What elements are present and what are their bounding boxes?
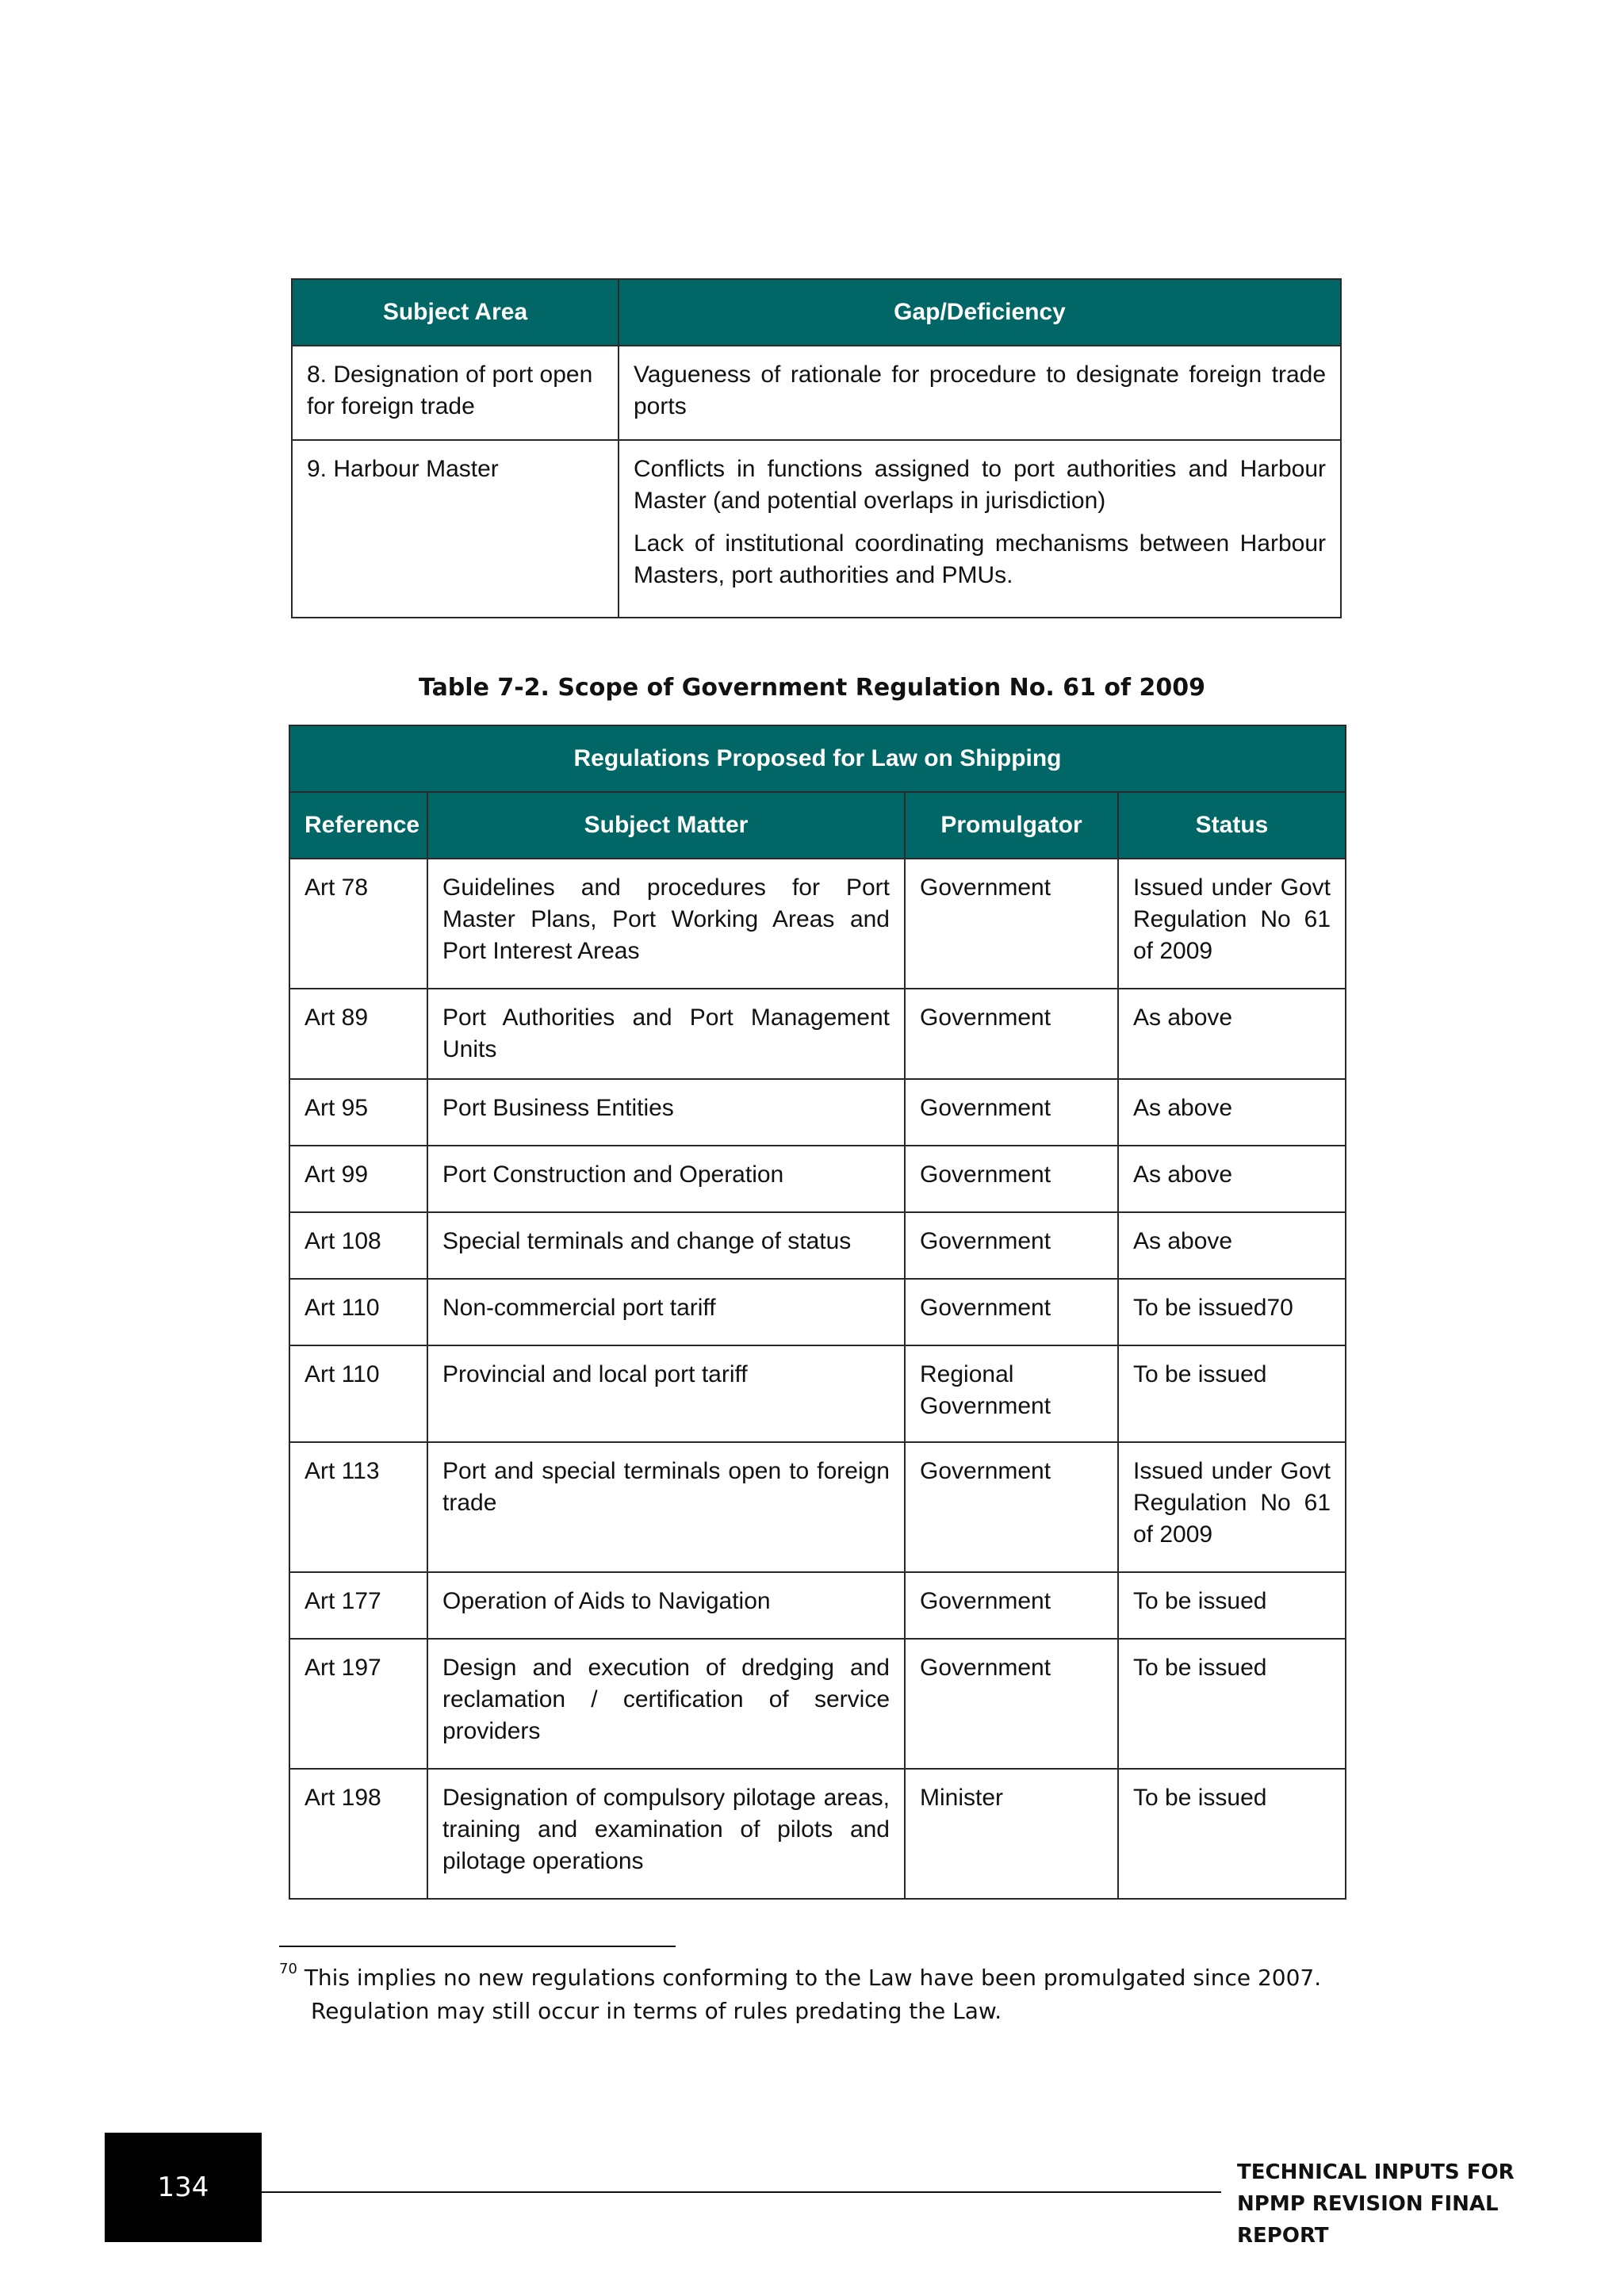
regulations-table-title: Regulations Proposed for Law on Shipping [289, 725, 1346, 792]
footnote-text-line1: This implies no new regulations conforming to the Law have been promulgated since 2007. [304, 1965, 1322, 1991]
status-cell: To be issued [1118, 1572, 1346, 1639]
status-cell: As above [1118, 1146, 1346, 1212]
gap-cell [619, 440, 1341, 618]
status-cell: Issued under Govt Regulation No 61 of 2009 [1118, 1442, 1346, 1572]
subject-matter-cell: Port Business Entities [427, 1079, 905, 1146]
reference-cell: Art 110 [289, 1345, 427, 1442]
gap-deficiency-table [291, 278, 1342, 618]
subject-matter-cell: Non-commercial port tariff [427, 1279, 905, 1345]
column-header-promulgator: Promulgator [905, 792, 1118, 859]
table-row [289, 1442, 1346, 1572]
footer-title-line2: NPMP REVISION FINAL REPORT [1237, 2192, 1499, 2248]
reference-cell: Art 197 [289, 1639, 427, 1769]
status-cell: To be issued70 [1118, 1279, 1346, 1345]
table-row [289, 859, 1346, 989]
subject-matter-cell: Special terminals and change of status [427, 1212, 905, 1279]
subject-area-cell: 9. Harbour Master [292, 440, 619, 618]
promulgator-cell: Government [905, 1146, 1118, 1212]
footer-report-title [1237, 2156, 1586, 2252]
table-row [289, 1212, 1346, 1279]
table-row [289, 989, 1346, 1079]
regulations-table-body [289, 859, 1346, 1899]
reference-cell: Art 113 [289, 1442, 427, 1572]
footnote-number: 70 [279, 1961, 297, 1977]
footnote-text-line2: Regulation may still occur in terms of rules predating the Law. [311, 1998, 1002, 2024]
subject-matter-cell: Port Authorities and Port Management Units [427, 989, 905, 1079]
status-cell: As above [1118, 989, 1346, 1079]
footer-title-line1: TECHNICAL INPUTS FOR [1237, 2160, 1515, 2184]
column-header-subject-matter: Subject Matter [427, 792, 905, 859]
status-cell: To be issued [1118, 1769, 1346, 1899]
table-row [289, 1639, 1346, 1769]
table-caption: Table 7-2. Scope of Government Regulation No. 61 of 2009 [418, 674, 1206, 702]
gap-cell [619, 346, 1341, 440]
promulgator-cell: Minister [905, 1769, 1118, 1899]
promulgator-cell: Government [905, 1212, 1118, 1279]
status-cell: As above [1118, 1212, 1346, 1279]
status-cell: As above [1118, 1079, 1346, 1146]
table-row [289, 1279, 1346, 1345]
reference-cell: Art 89 [289, 989, 427, 1079]
gap-text: Vagueness of rationale for procedure to designate foreign trade ports [634, 362, 1326, 419]
promulgator-cell: Government [905, 1079, 1118, 1146]
subject-matter-cell: Port Construction and Operation [427, 1146, 905, 1212]
gap-text: Conflicts in functions assigned to port authorities and Harbour Master (and potential overlaps in jurisdiction) [634, 456, 1326, 514]
reference-cell: Art 110 [289, 1279, 427, 1345]
reference-cell: Art 198 [289, 1769, 427, 1899]
status-cell: To be issued [1118, 1639, 1346, 1769]
table-row [289, 1079, 1346, 1146]
page-number-box [105, 2133, 262, 2242]
promulgator-cell: Government [905, 1442, 1118, 1572]
subject-matter-cell: Provincial and local port tariff [427, 1345, 905, 1442]
table-row [289, 1572, 1346, 1639]
table-row [292, 440, 1341, 618]
promulgator-cell: Government [905, 1572, 1118, 1639]
footnote [279, 1961, 1358, 2028]
reference-cell: Art 95 [289, 1079, 427, 1146]
reference-cell: Art 99 [289, 1146, 427, 1212]
subject-matter-cell: Operation of Aids to Navigation [427, 1572, 905, 1639]
table-row [289, 1769, 1346, 1899]
reference-cell: Art 78 [289, 859, 427, 989]
page-number: 134 [157, 2172, 209, 2203]
promulgator-cell: Government [905, 989, 1118, 1079]
promulgator-cell: Government [905, 859, 1118, 989]
reference-cell: Art 177 [289, 1572, 427, 1639]
subject-matter-cell: Port and special terminals open to foreign trade [427, 1442, 905, 1572]
subject-area-cell: 8. Designation of port open for foreign trade [292, 346, 619, 440]
subject-matter-cell: Designation of compulsory pilotage areas, training and examination of pilots and pilotage operations [427, 1769, 905, 1899]
column-header-subject-area: Subject Area [292, 279, 619, 346]
regulations-table [289, 725, 1346, 1900]
column-header-status: Status [1118, 792, 1346, 859]
status-cell: To be issued [1118, 1345, 1346, 1442]
footnote-separator [279, 1946, 676, 1947]
subject-matter-cell: Guidelines and procedures for Port Master Plans, Port Working Areas and Port Interest Areas [427, 859, 905, 989]
promulgator-cell: Regional Government [905, 1345, 1118, 1442]
promulgator-cell: Government [905, 1279, 1118, 1345]
status-cell: Issued under Govt Regulation No 61 of 2009 [1118, 859, 1346, 989]
reference-cell: Art 108 [289, 1212, 427, 1279]
table-row [292, 346, 1341, 440]
table-row [289, 1345, 1346, 1442]
column-header-reference: Reference [289, 792, 427, 859]
table-row [289, 1146, 1346, 1212]
gap-text: Lack of institutional coordinating mechanisms between Harbour Masters, port authorities and PMUs. [634, 530, 1326, 588]
footer-rule [262, 2191, 1221, 2193]
column-header-gap-deficiency: Gap/Deficiency [619, 279, 1341, 346]
subject-matter-cell: Design and execution of dredging and reclamation / certification of service providers [427, 1639, 905, 1769]
promulgator-cell: Government [905, 1639, 1118, 1769]
